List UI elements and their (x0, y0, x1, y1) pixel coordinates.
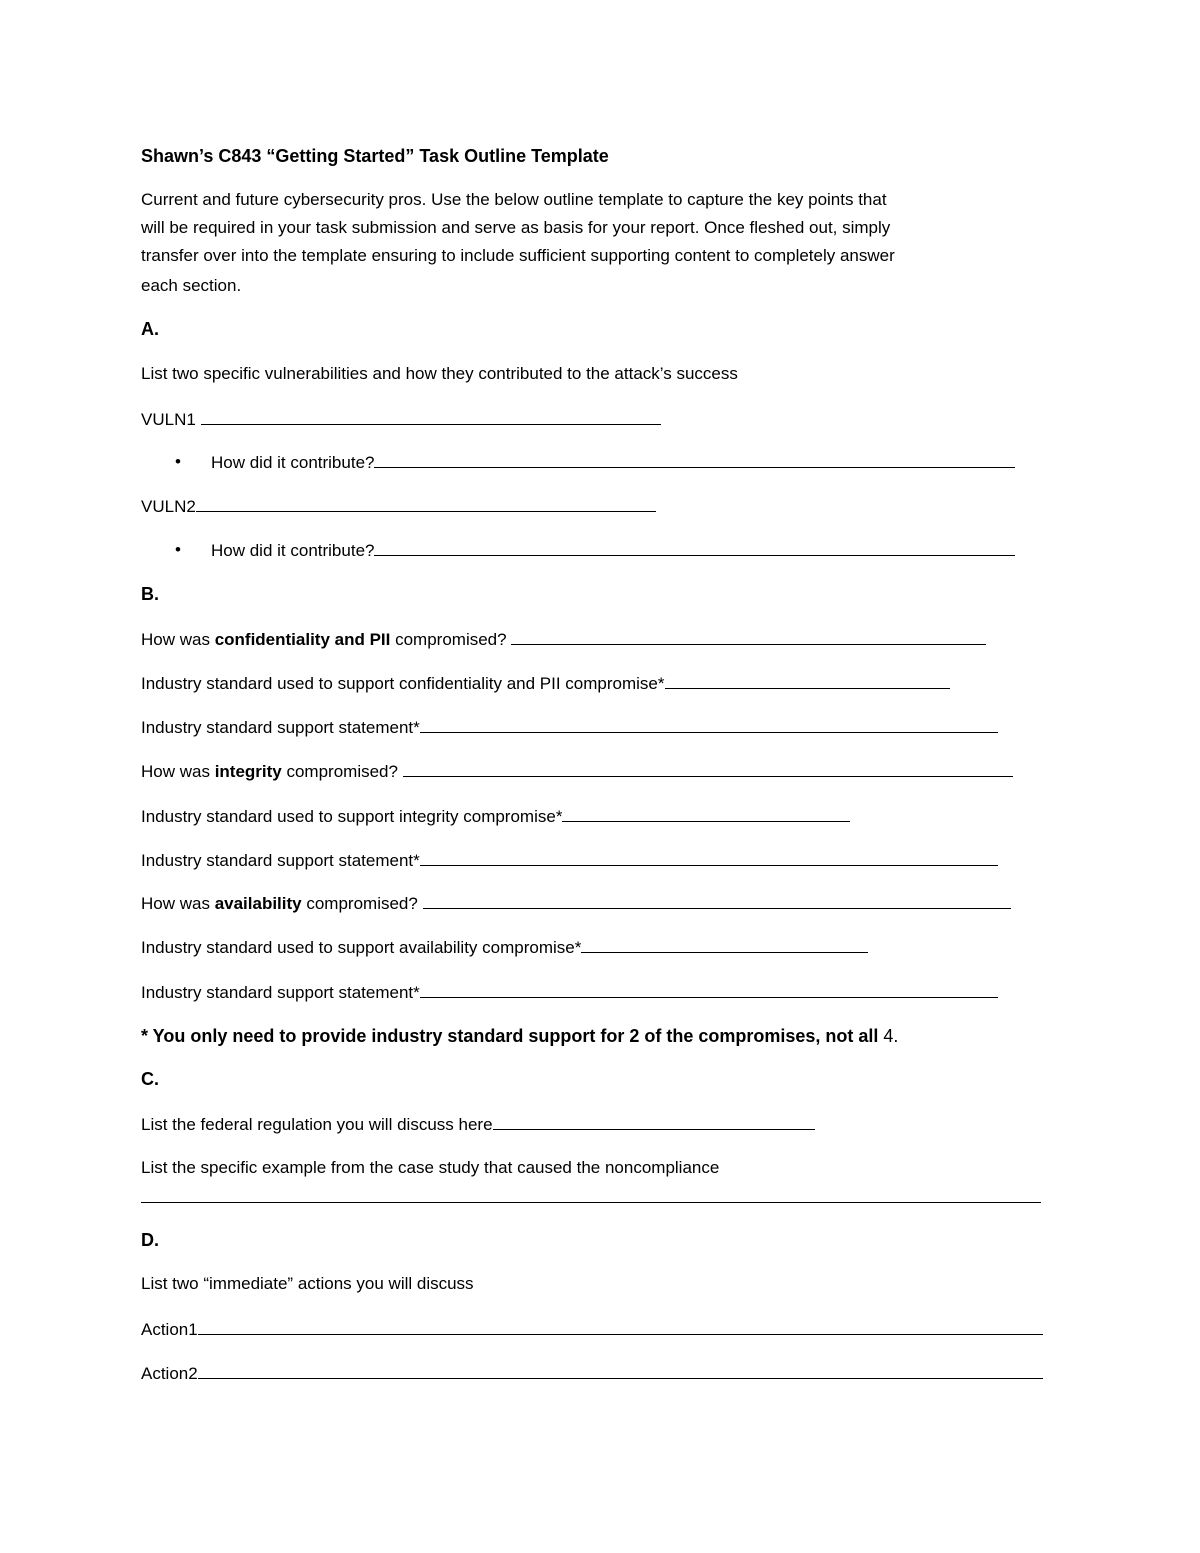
note-text: * You only need to provide industry standard support for 2 of the compromises, not all (141, 1026, 884, 1046)
action2-label: Action2 (141, 1364, 198, 1383)
confidentiality-standard-label: Industry standard used to support confidentiality and PII compromise* (141, 674, 665, 693)
availability-blank[interactable] (423, 892, 1011, 909)
availability-suffix: compromised? (301, 894, 423, 913)
regulation-blank[interactable] (493, 1113, 815, 1130)
example-blank[interactable] (141, 1186, 1041, 1203)
availability-standard-label: Industry standard used to support availability compromise* (141, 938, 582, 957)
example-label: List the specific example from the case study that caused the noncompliance (141, 1158, 720, 1177)
confidentiality-keyword: confidentiality and PII (214, 630, 391, 649)
section-c-heading: C. (141, 1069, 159, 1089)
availability-statement-row (141, 981, 998, 1004)
availability-prefix: How was (141, 894, 215, 913)
confidentiality-statement-label: Industry standard support statement* (141, 718, 420, 737)
integrity-keyword: integrity (214, 762, 282, 781)
action2-blank[interactable] (198, 1362, 1043, 1379)
regulation-label: List the federal regulation you will discuss here (141, 1115, 493, 1134)
availability-statement-blank[interactable] (420, 981, 998, 998)
confidentiality-prefix: How was (141, 630, 215, 649)
availability-standard-row (141, 936, 868, 959)
integrity-suffix: compromised? (281, 762, 403, 781)
integrity-statement-row (141, 849, 998, 872)
vuln1-contribute-row (211, 451, 1015, 474)
action2-row (141, 1362, 1043, 1385)
availability-standard-blank[interactable] (581, 936, 868, 953)
intro-line-2: will be required in your task submission and serve as basis for your report. Once fleshed out, simply (141, 218, 891, 237)
confidentiality-statement-blank[interactable] (420, 716, 998, 733)
integrity-standard-row (141, 805, 850, 828)
integrity-statement-label: Industry standard support statement* (141, 851, 420, 870)
bullet-icon: • (175, 452, 181, 471)
intro-line-4: each section. (141, 276, 242, 295)
availability-keyword: availability (214, 894, 302, 913)
vuln2-contribute-row (211, 539, 1015, 562)
confidentiality-blank[interactable] (511, 628, 986, 645)
vuln1-contribute-blank[interactable] (374, 451, 1015, 468)
vuln1-blank[interactable] (201, 408, 661, 425)
vuln1-contribute-label: How did it contribute? (211, 453, 375, 472)
confidentiality-row (141, 628, 986, 651)
confidentiality-standard-row (141, 672, 950, 695)
section-a-prompt: List two specific vulnerabilities and how they contributed to the attack’s success (141, 364, 738, 383)
confidentiality-suffix: compromised? (390, 630, 512, 649)
availability-statement-label: Industry standard support statement* (141, 983, 420, 1002)
vuln2-row (141, 495, 656, 518)
integrity-standard-label: Industry standard used to support integrity compromise* (141, 807, 563, 826)
bullet-icon: • (175, 540, 181, 559)
integrity-row (141, 760, 1013, 783)
confidentiality-standard-blank[interactable] (665, 672, 950, 689)
note-end: 4. (883, 1026, 899, 1046)
vuln2-blank[interactable] (196, 495, 656, 512)
vuln2-contribute-blank[interactable] (374, 539, 1015, 556)
regulation-row (141, 1113, 815, 1136)
integrity-blank[interactable] (403, 760, 1013, 777)
confidentiality-statement-row (141, 716, 998, 739)
section-a-heading: A. (141, 319, 159, 339)
section-d-heading: D. (141, 1230, 159, 1250)
availability-row (141, 892, 1011, 915)
integrity-statement-blank[interactable] (420, 849, 998, 866)
integrity-standard-blank[interactable] (562, 805, 850, 822)
action1-row (141, 1318, 1043, 1341)
section-d-prompt: List two “immediate” actions you will discuss (141, 1274, 474, 1293)
vuln1-label: VULN1 (141, 410, 201, 429)
section-b-heading: B. (141, 584, 159, 604)
example-row (141, 1186, 1041, 1209)
intro-line-1: Current and future cybersecurity pros. Use the below outline template to capture the key points that (141, 190, 887, 209)
vuln2-label: VULN2 (141, 497, 196, 516)
vuln1-row (141, 408, 661, 431)
action1-blank[interactable] (198, 1318, 1043, 1335)
industry-standard-note (141, 1025, 898, 1047)
integrity-prefix: How was (141, 762, 215, 781)
intro-line-3: transfer over into the template ensuring to include sufficient supporting content to completely answer (141, 246, 895, 265)
vuln2-contribute-label: How did it contribute? (211, 541, 375, 560)
document-title: Shawn’s C843 “Getting Started” Task Outline Template (141, 146, 609, 166)
action1-label: Action1 (141, 1320, 198, 1339)
